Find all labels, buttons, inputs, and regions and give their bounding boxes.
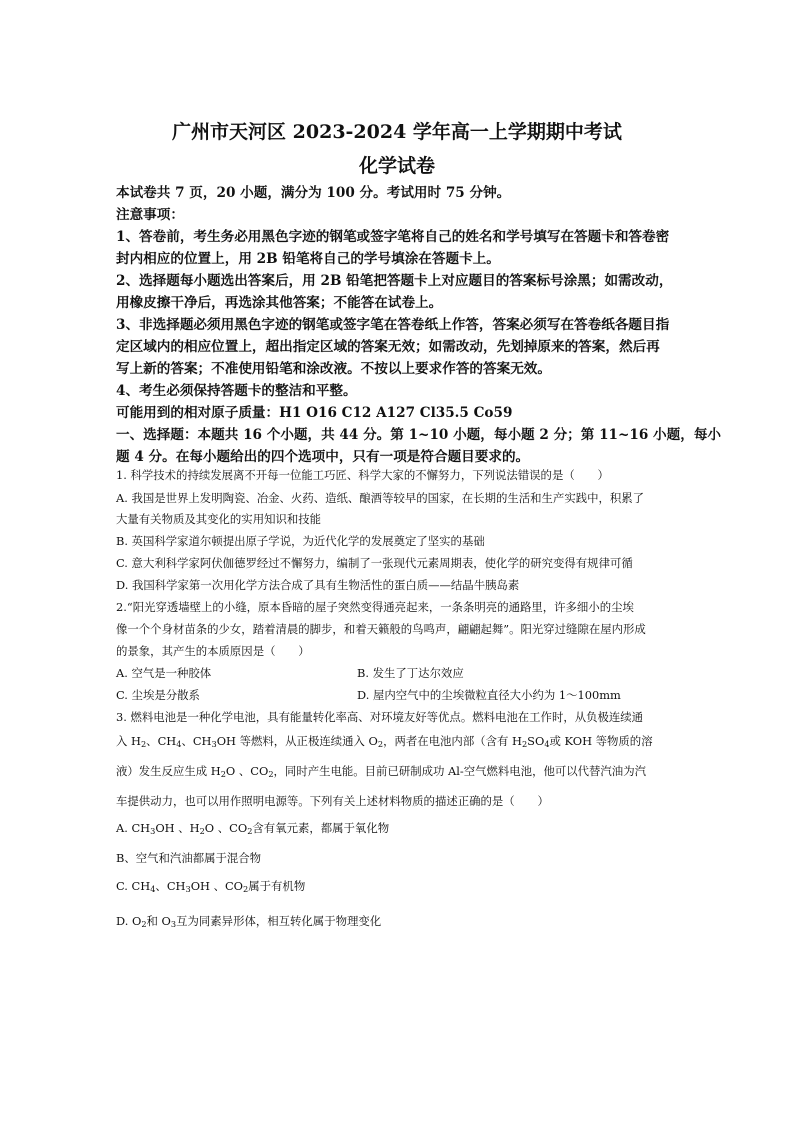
note-4: 4、考生必须保持答题卡的整洁和平整。 [116,383,357,399]
q2-stem-line-1: 2.“阳光穿透墙壁上的小缝，原本昏暗的屋子突然变得通亮起来，一条条明亮的通路里，许多细小的尘埃 [116,600,634,614]
q2-stem-line-3: 的景象，其产生的本质原因是（ ） [116,644,310,658]
exam-summary: 本试卷共 7 页，20 小题，满分为 100 分。考试用时 75 分钟。 [116,185,511,201]
q3-stem-line-2: 入 $H_2$、$CH_4$、$CH_3OH$ 等燃料，从正极连续通入 $O_2$，两者在电池内部（含有 $H_2SO_4$或 KOH 等物质的溶 [116,734,653,750]
q1-stem: 1. 科学技术的持续发展离不开每一位能工巧匠、科学大家的不懈努力，下列说法错误的是（ ） [116,468,609,482]
q3-stem-line-4: 车提供动力，也可以用作照明电源等。下列有关上述材料物质的描述正确的是（ ） [116,794,549,808]
section-1-heading-line-2: 题 4 分。在每小题给出的四个选项中，只有一项是符合题目要求的。 [116,449,530,465]
q2-stem-line-2: 像一个个身材苗条的少女，踏着清晨的脚步，和着天籁般的鸟鸣声，翩翩起舞”。阳光穿过缝隙在屋内形成 [116,622,646,636]
q1-option-a-line-2: 大量有关物质及其变化的实用知识和技能 [116,512,322,526]
notes-heading: 注意事项： [116,207,184,223]
q3-option-d: D. $O_2$和 $O_3$互为同素异形体，相互转化属于物理变化 [116,914,382,930]
q2-option-c: C. 尘埃是分散系 [116,688,200,702]
note-3-line-3: 写上新的答案；不准使用铅笔和涂改液。不按以上要求作答的答案无效。 [116,361,551,377]
q1-option-c: C. 意大利科学家阿伏伽德罗经过不懈努力，编制了一张现代元素周期表，使化学的研究变得有规律可循 [116,556,633,570]
q3-option-c: C. $CH_4$、$CH_3OH$ 、$CO_2$属于有机物 [116,879,306,895]
exam-title: 广州市天河区 2023-2024 学年高一上学期期中考试 [172,121,622,143]
note-2-line-1: 2、选择题每小题选出答案后，用 2B 铅笔把答题卡上对应题目的答案标号涂黑；如需改动， [116,273,673,289]
note-1-line-1: 1、答卷前，考生务必用黑色字迹的钢笔或签字笔将自己的姓名和学号填写在答题卡和答卷密 [116,229,670,245]
q3-stem-line-1: 3. 燃料电池是一种化学电池，具有能量转化率高、对环境友好等优点。燃料电池在工作时，从负极连续通 [116,710,644,724]
q2-option-a: A. 空气是一种胶体 [116,666,212,680]
q1-option-b: B. 英国科学家道尔顿提出原子学说，为近代化学的发展奠定了坚实的基础 [116,534,485,548]
q3-stem-line-3: 液）发生反应生成 $H_2O$ 、$CO_2$，同时产生电能。目前已研制成功 Al-空气燃料电池，他可以代替汽油为汽 [116,764,646,780]
note-1-line-2: 封内相应的位置上，用 2B 铅笔将自己的学号填涂在答题卡上。 [116,251,500,267]
q1-option-a-line-1: A. 我国是世界上发明陶瓷、冶金、火药、造纸、酿酒等较早的国家，在长期的生活和生产实践中，积累了 [116,491,645,505]
q1-option-d: D. 我国科学家第一次用化学方法合成了具有生物活性的蛋白质——结晶牛胰岛素 [116,578,520,592]
note-2-line-2: 用橡皮擦干净后，再选涂其他答案；不能答在试卷上。 [116,295,443,311]
section-1-heading-line-1: 一、选择题：本题共 16 个小题，共 44 分。第 1~10 小题，每小题 2 分；第 11~16 小题，每小 [116,427,722,443]
exam-subtitle: 化学试卷 [358,155,435,177]
q2-option-b: B. 发生了丁达尔效应 [357,666,464,680]
q2-option-d: D. 屋内空气中的尘埃微粒直径大小约为 1～100mm [357,688,621,702]
q3-option-b: B、空气和汽油都属于混合物 [116,851,262,865]
q3-option-a: A. $CH_3OH$ 、$H_2O$ 、$CO_2$含有氧元素，都属于氧化物 [116,821,390,837]
atomic-masses: 可能用到的相对原子质量：H1 O16 C12 A127 Cl35.5 Co59 [116,405,513,421]
note-3-line-2: 定区域内的相应位置上，超出指定区域的答案无效；如需改动，先划掉原来的答案，然后再 [116,339,660,355]
note-3-line-1: 3、非选择题必须用黑色字迹的钢笔或签字笔在答卷纸上作答，答案必须写在答卷纸各题目指 [116,317,670,333]
